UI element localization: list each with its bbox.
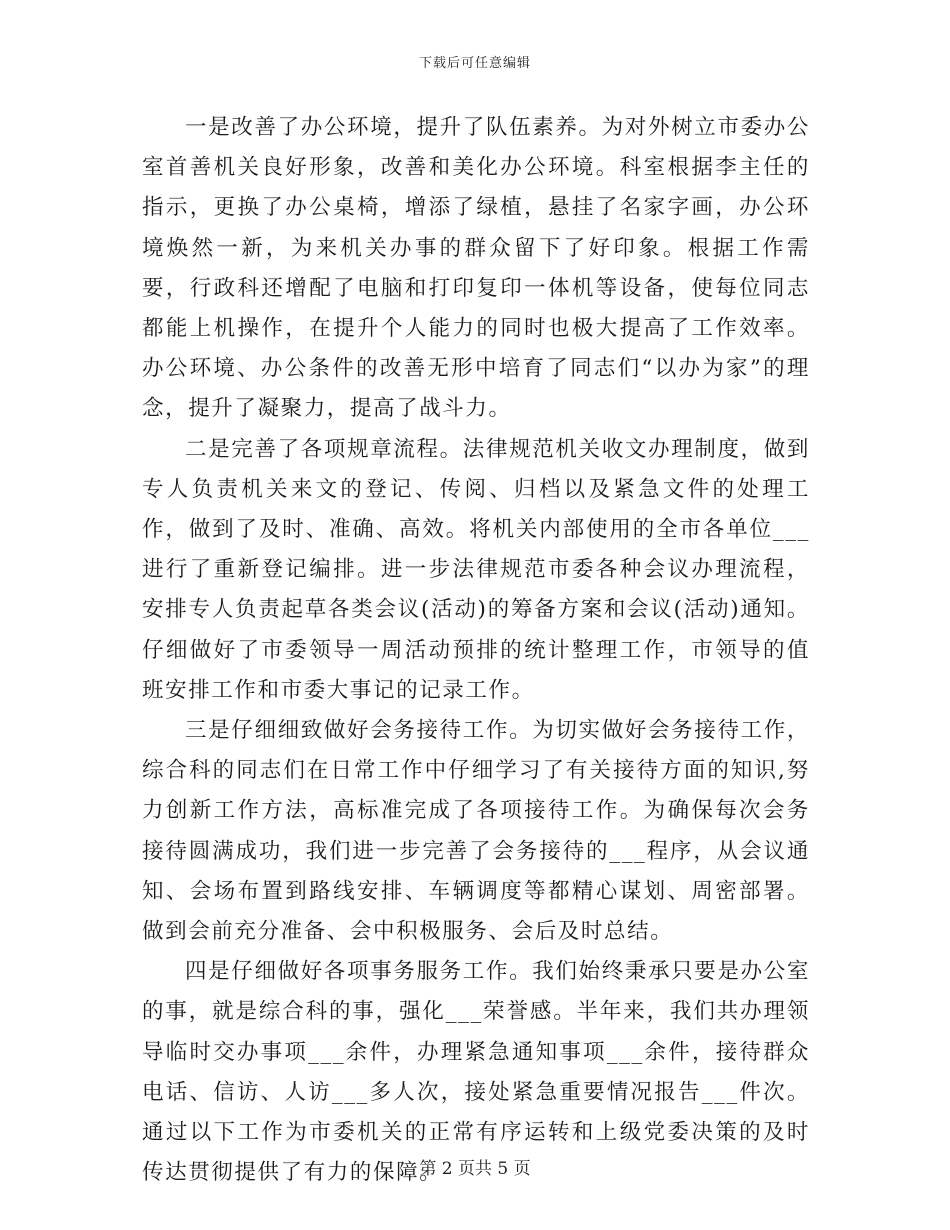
- paragraph-3: 三是仔细细致做好会务接待工作。为切实做好会务接待工作，综合科的同志们在日常工作中仔细学习了有关接待方面的知识,努力创新工作方法，高标准完成了各项接待工作。为确保每次会务接待圆满成功，我们进一步完善了会务接待的___程序，从会议通知、会场布置到路线安排、车辆调度等都精心谋划、周密部署。做到会前充分准备、会中积极服务、会后及时总结。: [142, 718, 810, 945]
- page-footer: 第 2 页共 5 页: [419, 1159, 531, 1179]
- document-body: [142, 108, 810, 1193]
- page-header: 下载后可任意编辑: [418, 56, 531, 71]
- paragraph-2: 二是完善了各项规章流程。法律规范机关收文办理制度，做到专人负责机关来文的登记、传阅、归档以及紧急文件的处理工作，做到了及时、准确、高效。将机关内部使用的全市各单位___进行了重新登记编排。进一步法律规范市委各种会议办理流程，安排专人负责起草各类会议(活动)的筹备方案和会议(活动)通知。仔细做好了市委领导一周活动预排的统计整理工作，市领导的值班安排工作和市委大事记的记录工作。: [142, 436, 810, 703]
- paragraph-4: 四是仔细做好各项事务服务工作。我们始终秉承只要是办公室的事，就是综合科的事，强化___荣誉感。半年来，我们共办理领导临时交办事项___余件，办理紧急通知事项___余件，接待群众电话、信访、人访___多人次，接处紧急重要情况报告___件次。通过以下工作为市委机关的正常有序运转和上级党委决策的及时传达贯彻提供了有力的保障。: [142, 959, 810, 1186]
- paragraph-1: 一是改善了办公环境，提升了队伍素养。为对外树立市委办公室首善机关良好形象，改善和美化办公环境。科室根据李主任的指示，更换了办公桌椅，增添了绿植，悬挂了名家字画，办公环境焕然一新，为来机关办事的群众留下了好印象。根据工作需要，行政科还增配了电脑和打印复印一体机等设备，使每位同志都能上机操作，在提升个人能力的同时也极大提高了工作效率。办公环境、办公条件的改善无形中培育了同志们“以办为家”的理念，提升了凝聚力，提高了战斗力。: [142, 115, 810, 422]
